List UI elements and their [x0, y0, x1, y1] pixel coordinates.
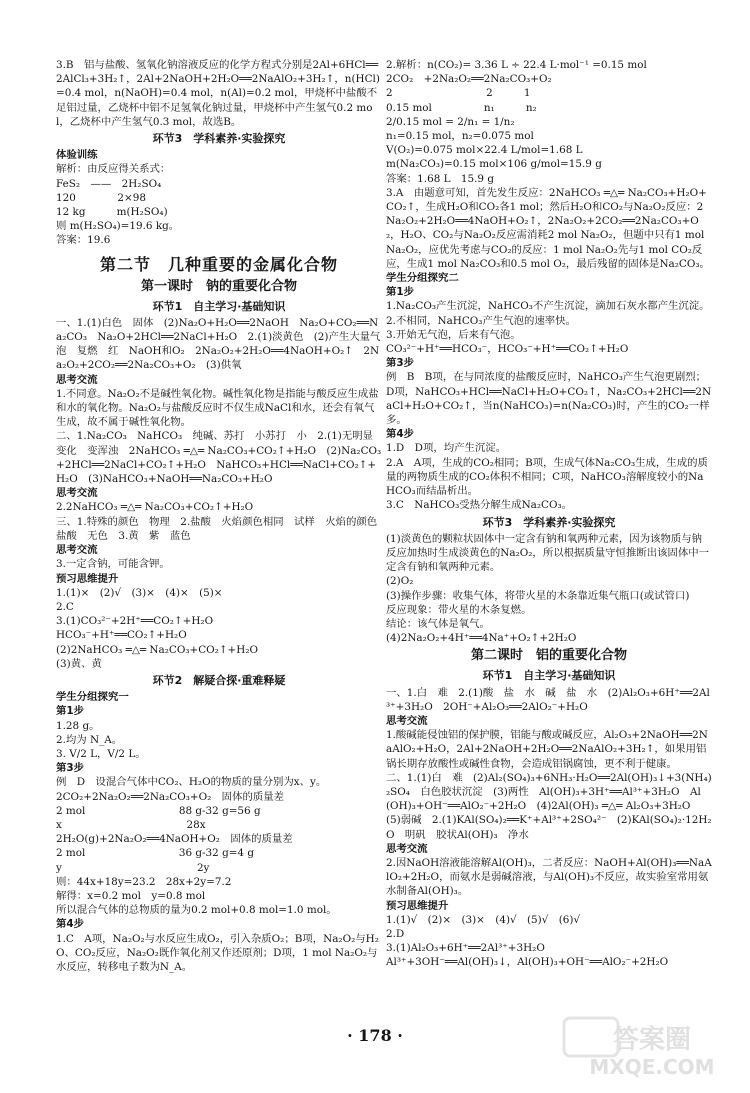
- sub-heading: 思考交流: [56, 544, 98, 557]
- text-paragraph: 例 D 设混合气体中CO₂、H₂O的物质的量分别为x、y。 2CO₂+2Na₂O₂══2Na₂CO₃+O₂ 固体的质量差 2 mol 88 g-32 g=56 g x 28x 2H₂O(g)+2Na₂O₂══4NaOH+O₂ 固体的质量差 2 mol 36 g-32 g=4 g y 2y 则：44x+18y=23.2 28x+2y=7.2 解得：x=0.2 mol y=0.8 mol 所以混合气体的总物质的量为0.2 mol+0.8 mol=1.0 mol。: [56, 776, 337, 917]
- text-paragraph: 答案：19.6: [56, 234, 111, 247]
- text-paragraph: 1.Na₂CO₃产生沉淀，NaHCO₃不产生沉淀，滴加石灰水都产生沉淀。 2.不相同，NaHCO₃产生气泡的速率快。 3.开始无气泡，后来有气泡。 CO₃²⁻+H⁺══HCO₃⁻，HCO₃⁻+H⁺══CO₂↑+H₂O: [386, 300, 710, 356]
- section-heading: 环节3 学科素养·实验探究: [482, 515, 616, 529]
- text-paragraph: 1.C A项，Na₂O₂与水反应生成O₂，引入杂质O₂；B项，Na₂O₂与H₂O、CO₂反应，Na₂O₂既作氧化剂又作还原剂；D项，1 mol Na₂O₂与水反应，转移电子数为N_A。: [56, 932, 379, 973]
- sub-heading: 思考交流: [386, 714, 428, 727]
- right-column: [386, 58, 712, 969]
- lesson-title: 第二课时 铝的重要化合物: [470, 648, 627, 664]
- text-paragraph: 1.酸碱能侵蚀铝的保护膜，铝能与酸或碱反应，Al₂O₃+2NaOH══2NaAlO₂+H₂O，2Al+2NaOH+2H₂O══2NaAlO₂+3H₂↑，如果用铝锅长期存放酸性或碱性食物，会造成铝锅腐蚀，更不利于健康。 二、1.(1)白 难 (2)Al₂(SO₄)₃+6NH₃·H₂O══2Al(OH)₃↓+3(NH₄)₂SO₄ 白色胶状沉淀 (3)两性 Al(OH)₃+3H⁺══Al³⁺+3H₂O Al(OH)₃+OH⁻══AlO₂⁻+2H₂O (4)2Al(OH)₃ ═△═ Al₂O₃+3H₂O (5)弱碱 2.(1)KAl(SO₄)₂══K⁺+Al³⁺+2SO₄²⁻ (2)KAl(SO₄)₂·12H₂O 明矾 胶状Al(OH)₃ 净水: [386, 729, 712, 841]
- sub-heading: 第1步: [56, 705, 85, 718]
- sub-heading: 思考交流: [56, 373, 98, 386]
- section-heading: 环节3 学科素养·实验探究: [152, 132, 286, 146]
- sub-heading: 第3步: [386, 357, 415, 370]
- watermark-url: MXQE.COM: [589, 1055, 715, 1079]
- sub-heading: 学生分组探究二: [386, 272, 459, 285]
- text-paragraph: 3.一定含钠，可能含钾。: [56, 558, 170, 571]
- text-paragraph: 1.28 g。 2.均为 N_A。 3. V/2 L，V/2 L。: [56, 719, 146, 760]
- text-paragraph: 1.(1)√ (2)× (3)× (4)√ (5)√ (6)√ 2.D 3.(1)Al₂O₃+6H⁺══2Al³⁺+3H₂O Al³⁺+3OH⁻══Al(OH)₃↓，Al(OH)₃+OH⁻══AlO₂⁻+2H₂O: [386, 913, 669, 969]
- section-heading: 环节1 自主学习·基础知识: [152, 299, 286, 313]
- text-paragraph: 一、1.白 难 2.(1)酸 盐 水 碱 盐 水 (2)Al₂O₃+6H⁺══2Al³⁺+3H₂O 2OH⁻+Al₂O₃══2AlO₂⁻+H₂O: [386, 686, 710, 713]
- sub-heading: 第1步: [386, 286, 415, 299]
- text-paragraph: (1)淡黄色的颗粒状固体中一定含有钠和氧两种元素，因为该物质与钠反应加热时生成淡黄色的Na₂O₂，所以根据质量守恒推断出该固体中一定含有钠和氧两种元素。 (2)O₂ (3)操作步骤：收集气体，将带火星的木条靠近集气瓶口(或试管口) 反应现象：带火星的木条复燃。 结论：该气体是氧气。 (4)2Na₂O₂+4H⁺══4Na⁺+O₂↑+2H₂O: [386, 532, 710, 645]
- text-paragraph: 2.解析：n(CO₂)= 3.36 L ÷ 22.4 L·mol⁻¹ =0.15 mol 2CO₂ +2Na₂O₂══2Na₂CO₃+O₂ 2 2 1 0.15 mol n₁ n₂ 2/0.15 mol = 2/n₁ = 1/n₂ n₁=0.15 mol，n₂=0.075 mol V(O₂)=0.075 mol×22.4 L/mol=1.68 L m(Na₂CO₃)=0.15 mol×106 g/mol=15.9 g: [386, 59, 647, 171]
- page-number: · 178 ·: [347, 1026, 403, 1045]
- text-paragraph: 2.2NaHCO₃ ═△═ Na₂CO₃+CO₂↑+H₂O 三、1.特殊的颜色 物理 2.盐酸 火焰颜色相同 试样 火焰的颜色 盐酸 无色 3.黄 紫 蓝色: [56, 501, 378, 542]
- sub-heading: 第3步: [56, 762, 85, 775]
- sub-heading: 第4步: [386, 428, 415, 441]
- text-paragraph: 一、1.(1)白色 固体 (2)Na₂O+H₂O══2NaOH Na₂O+CO₂══Na₂CO₃ Na₂O+2HCl══2NaCl+H₂O 2.(1)淡黄色 (2)产生大量气泡 复燃 红 NaOH和O₂ 2Na₂O₂+2H₂O══4NaOH+O₂↑ 2Na₂O₂+2CO₂══2Na₂CO₃+O₂ (3)供氧: [56, 316, 381, 372]
- text-paragraph: 1.D D项，均产生沉淀。 2.A A项，生成的CO₂相同；B项，生成气体Na₂CO₃生成，生成的质量的两物质生成的CO₂体积不相同；C项，NaHCO₃溶解度较小的NaHCO₃而结晶析出。 3.C NaHCO₃受热分解生成Na₂CO₃。: [386, 442, 708, 512]
- text-paragraph: 1.不同意。Na₂O₂不是碱性氧化物。碱性氧化物是指能与酸反应生成盐和水的氧化物。Na₂O₂与盐酸反应时不仅生成NaCl和水，还会有氧气生成，故不属于碱性氧化物。: [56, 387, 379, 429]
- text-paragraph: 1.(1)× (2)√ (3)× (4)× (5)× 2.C 3.(1)CO₃²⁻+2H⁺══CO₂↑+H₂O HCO₃⁻+H⁺══CO₂↑+H₂O (2)2NaHCO₃ ═△═ Na₂CO₃+CO₂↑+H₂O (3)黄、黄: [56, 586, 259, 670]
- text-paragraph: 答案：1.68 L 15.9 g: [386, 172, 494, 185]
- watermark-box: [564, 1018, 618, 1056]
- sub-heading: 预习思维提升: [56, 572, 119, 585]
- text-paragraph: 3.A 由题意可知，首先发生反应：2NaHCO₃ ═△═ Na₂CO₃+H₂O+CO₂↑，生成H₂O和CO₂各1 mol；然后H₂O和CO₂与Na₂O₂反应：2Na₂O₂+2H₂O══4NaOH+O₂↑，2Na₂O₂+2CO₂══2Na₂CO₃+O₂，H₂O、CO₂与Na₂O₂反应需消耗2 mol Na₂O₂，但题中只有1 mol Na₂O₂，应优先考虑与CO₂的反应：1 mol Na₂O₂先与1 mol CO₂反应，生成1 mol Na₂CO₃和0.5 mol O₂，最后残留的固体是Na₂CO₃。: [386, 186, 710, 270]
- watermark-logo: [560, 1014, 740, 1080]
- sub-heading: 思考交流: [56, 487, 98, 500]
- watermark-text: 答案圈: [612, 1025, 692, 1055]
- text-paragraph: 3.B 铝与盐酸、氢氧化钠溶液反应的化学方程式分别是2Al+6HCl══2AlCl₃+3H₂↑，2Al+2NaOH+2H₂O══2NaAlO₂+3H₂↑，n(HCl)=0.4 mol，n(NaOH)=0.4 mol，n(Al)=0.2 mol，甲烧杯中盐酸不足铝过量，乙烧杯中铝不足氢氧化钠过量，甲烧杯中产生氢气0.2 mol，乙烧杯中产生氢气0.3 mol，故选B。: [56, 59, 380, 128]
- sub-heading: 第4步: [56, 918, 85, 931]
- lesson-title: 第一课时 钠的重要化合物: [140, 278, 297, 294]
- chapter-title: 第二节 几种重要的金属化合物: [99, 254, 338, 274]
- sub-heading: 思考交流: [386, 842, 428, 855]
- text-paragraph: 二、1.Na₂CO₃ NaHCO₃ 纯碱、苏打 小苏打 小 2.(1)无明显变化 变浑浊 2NaHCO₃ ═△═ Na₂CO₃+CO₂↑+H₂O (2)Na₂CO₃+2HCl══2NaCl+CO₂↑+H₂O NaHCO₃+HCl══NaCl+CO₂↑+H₂O (3)NaHCO₃+NaOH══Na₂CO₃+H₂O: [56, 430, 382, 486]
- text-paragraph: 解析：由反应得关系式： FeS₂ —— 2H₂SO₄ 120 2×98 12 kg m(H₂SO₄) 则 m(H₂SO₄)=19.6 kg。: [56, 163, 180, 233]
- section-heading: 环节2 解疑合探·重难释疑: [152, 673, 286, 687]
- left-column: [56, 58, 382, 1058]
- sub-heading: 预习思维提升: [386, 899, 449, 912]
- text-paragraph: 例 B B项，在与同浓度的盐酸反应时，NaHCO₃产生气泡更剧烈；D项，NaHCO₃+HCl══NaCl+H₂O+CO₂↑，Na₂CO₃+2HCl══2NaCl+H₂O+CO₂↑，当n(NaHCO₃)=n(Na₂CO₃)时，产生的CO₂一样多。: [386, 371, 712, 427]
- section-heading: 环节1 自主学习·基础知识: [482, 669, 616, 683]
- sub-heading: 体验训练: [56, 149, 98, 162]
- sub-heading: 学生分组探究一: [56, 691, 129, 704]
- text-paragraph: 2.因NaOH溶液能溶解Al(OH)₃，二者反应：NaOH+Al(OH)₃══NaAlO₂+2H₂O，而氨水是弱碱溶液，与Al(OH)₃不反应，故实验室常用氨水制备Al(OH)₃。: [386, 856, 712, 898]
